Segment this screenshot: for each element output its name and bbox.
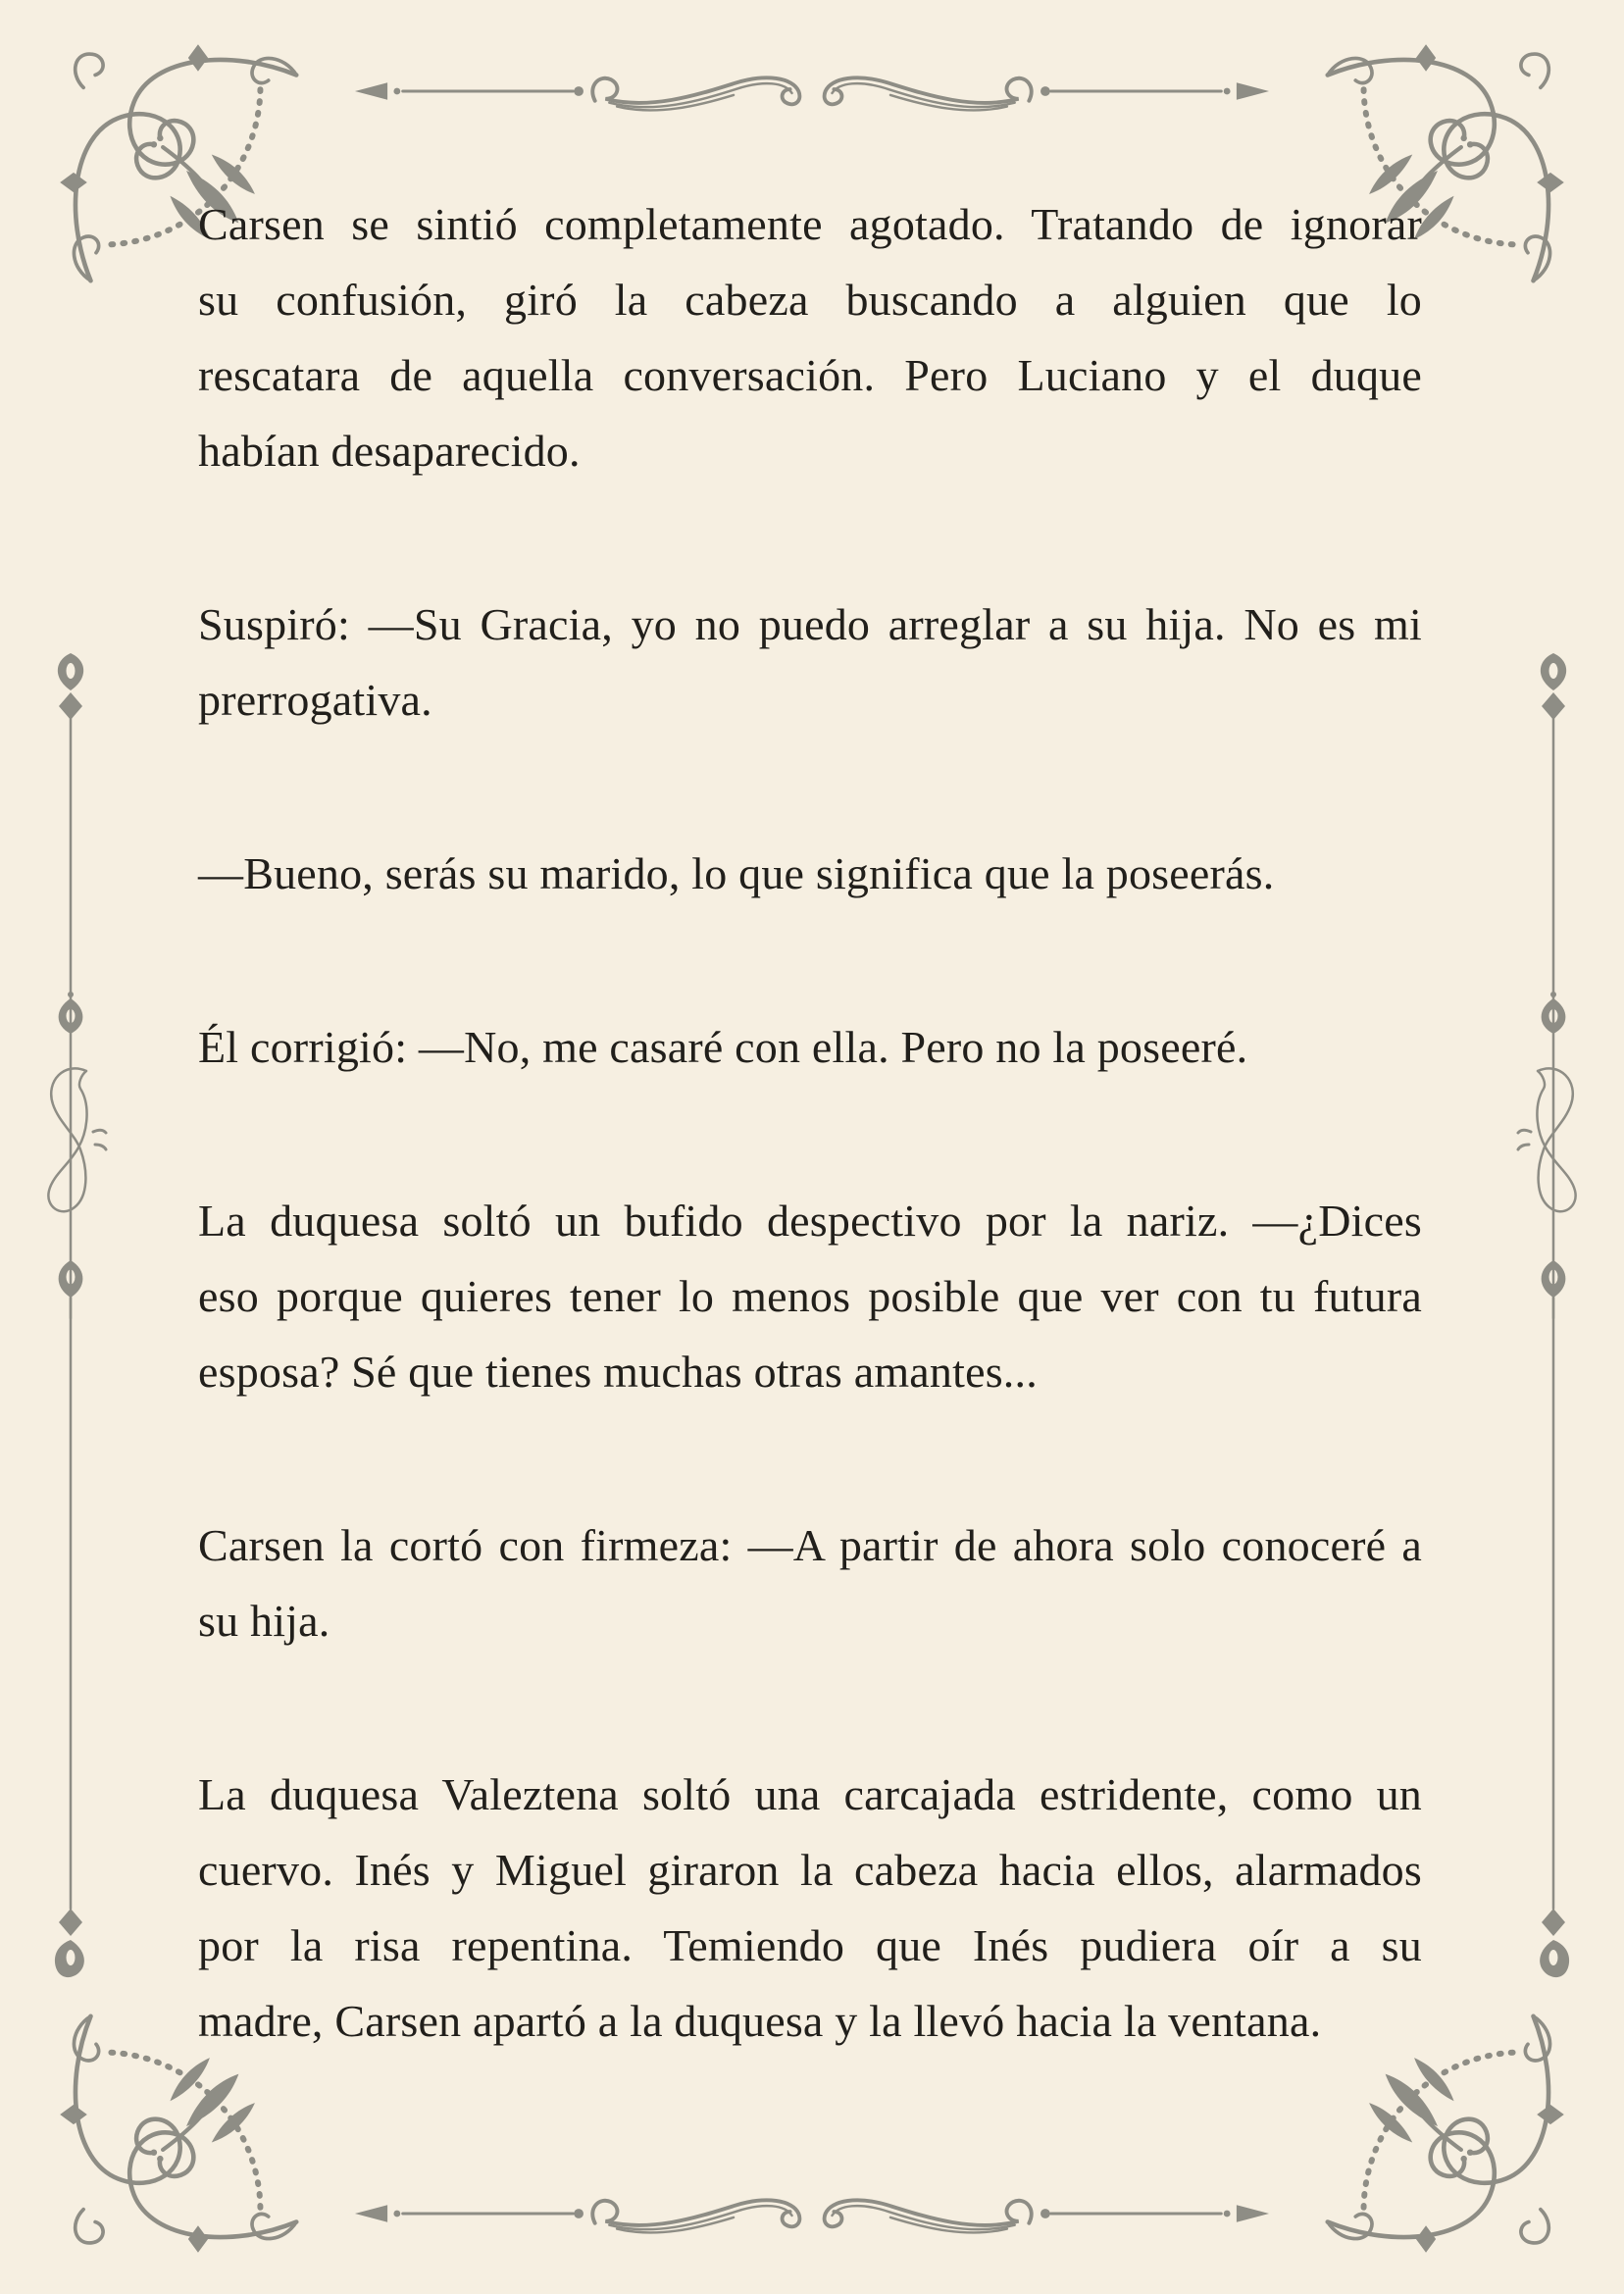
text-line: Carsen la cortó con firmeza: —A partir de ahora solo conoceré a bbox=[198, 1520, 1422, 1570]
text-line: Él corrigió: —No, me casaré con ella. Pero no la poseeré. bbox=[198, 1022, 1248, 1072]
text-line: prerrogativa. bbox=[198, 675, 432, 725]
text-line: Suspiró: —Su Gracia, yo no puedo arreglar a su hija. No es mi bbox=[198, 599, 1422, 649]
text-line: Carsen se sintió completamente agotado. Tratando de ignorar bbox=[198, 199, 1422, 249]
text-line: La duquesa Valeztena soltó una carcajada estridente, como un bbox=[198, 1769, 1422, 1819]
paragraph bbox=[198, 1183, 1422, 1409]
text-line: rescatara de aquella conversación. Pero Luciano y el duque bbox=[198, 350, 1422, 400]
text-line: eso porque quieres tener lo menos posible que ver con tu futura bbox=[198, 1271, 1422, 1321]
left-side-rail-ornament bbox=[31, 324, 110, 1981]
paragraph bbox=[198, 1507, 1422, 1658]
paragraph bbox=[198, 1757, 1422, 2059]
paragraph bbox=[198, 1009, 1422, 1085]
text-line: madre, Carsen apartó a la duquesa y la llevó hacia la ventana. bbox=[198, 1996, 1322, 2046]
text-line: cuervo. Inés y Miguel giraron la cabeza hacia ellos, alarmados bbox=[198, 1845, 1422, 1895]
paragraph bbox=[198, 836, 1422, 911]
text-line: La duquesa soltó un bufido despectivo por la nariz. —¿Dices bbox=[198, 1196, 1422, 1246]
text-line: habían desaparecido. bbox=[198, 426, 581, 476]
paragraph bbox=[198, 186, 1422, 488]
text-line: por la risa repentina. Temiendo que Inés pudiera oír a su bbox=[198, 1920, 1422, 1970]
text-line: su confusión, giró la cabeza buscando a alguien que lo bbox=[198, 275, 1422, 325]
text-line: —Bueno, serás su marido, lo que significa que la poseerás. bbox=[198, 848, 1275, 898]
paragraph bbox=[198, 586, 1422, 738]
text-line: esposa? Sé que tienes muchas otras amantes... bbox=[198, 1347, 1038, 1397]
text-line: su hija. bbox=[198, 1596, 330, 1646]
right-side-rail-ornament bbox=[1514, 324, 1593, 1981]
bottom-divider-arrow-swirl-ornament bbox=[352, 2175, 1272, 2252]
page-text bbox=[198, 186, 1422, 2059]
top-divider-arrow-swirl-ornament bbox=[352, 53, 1272, 129]
